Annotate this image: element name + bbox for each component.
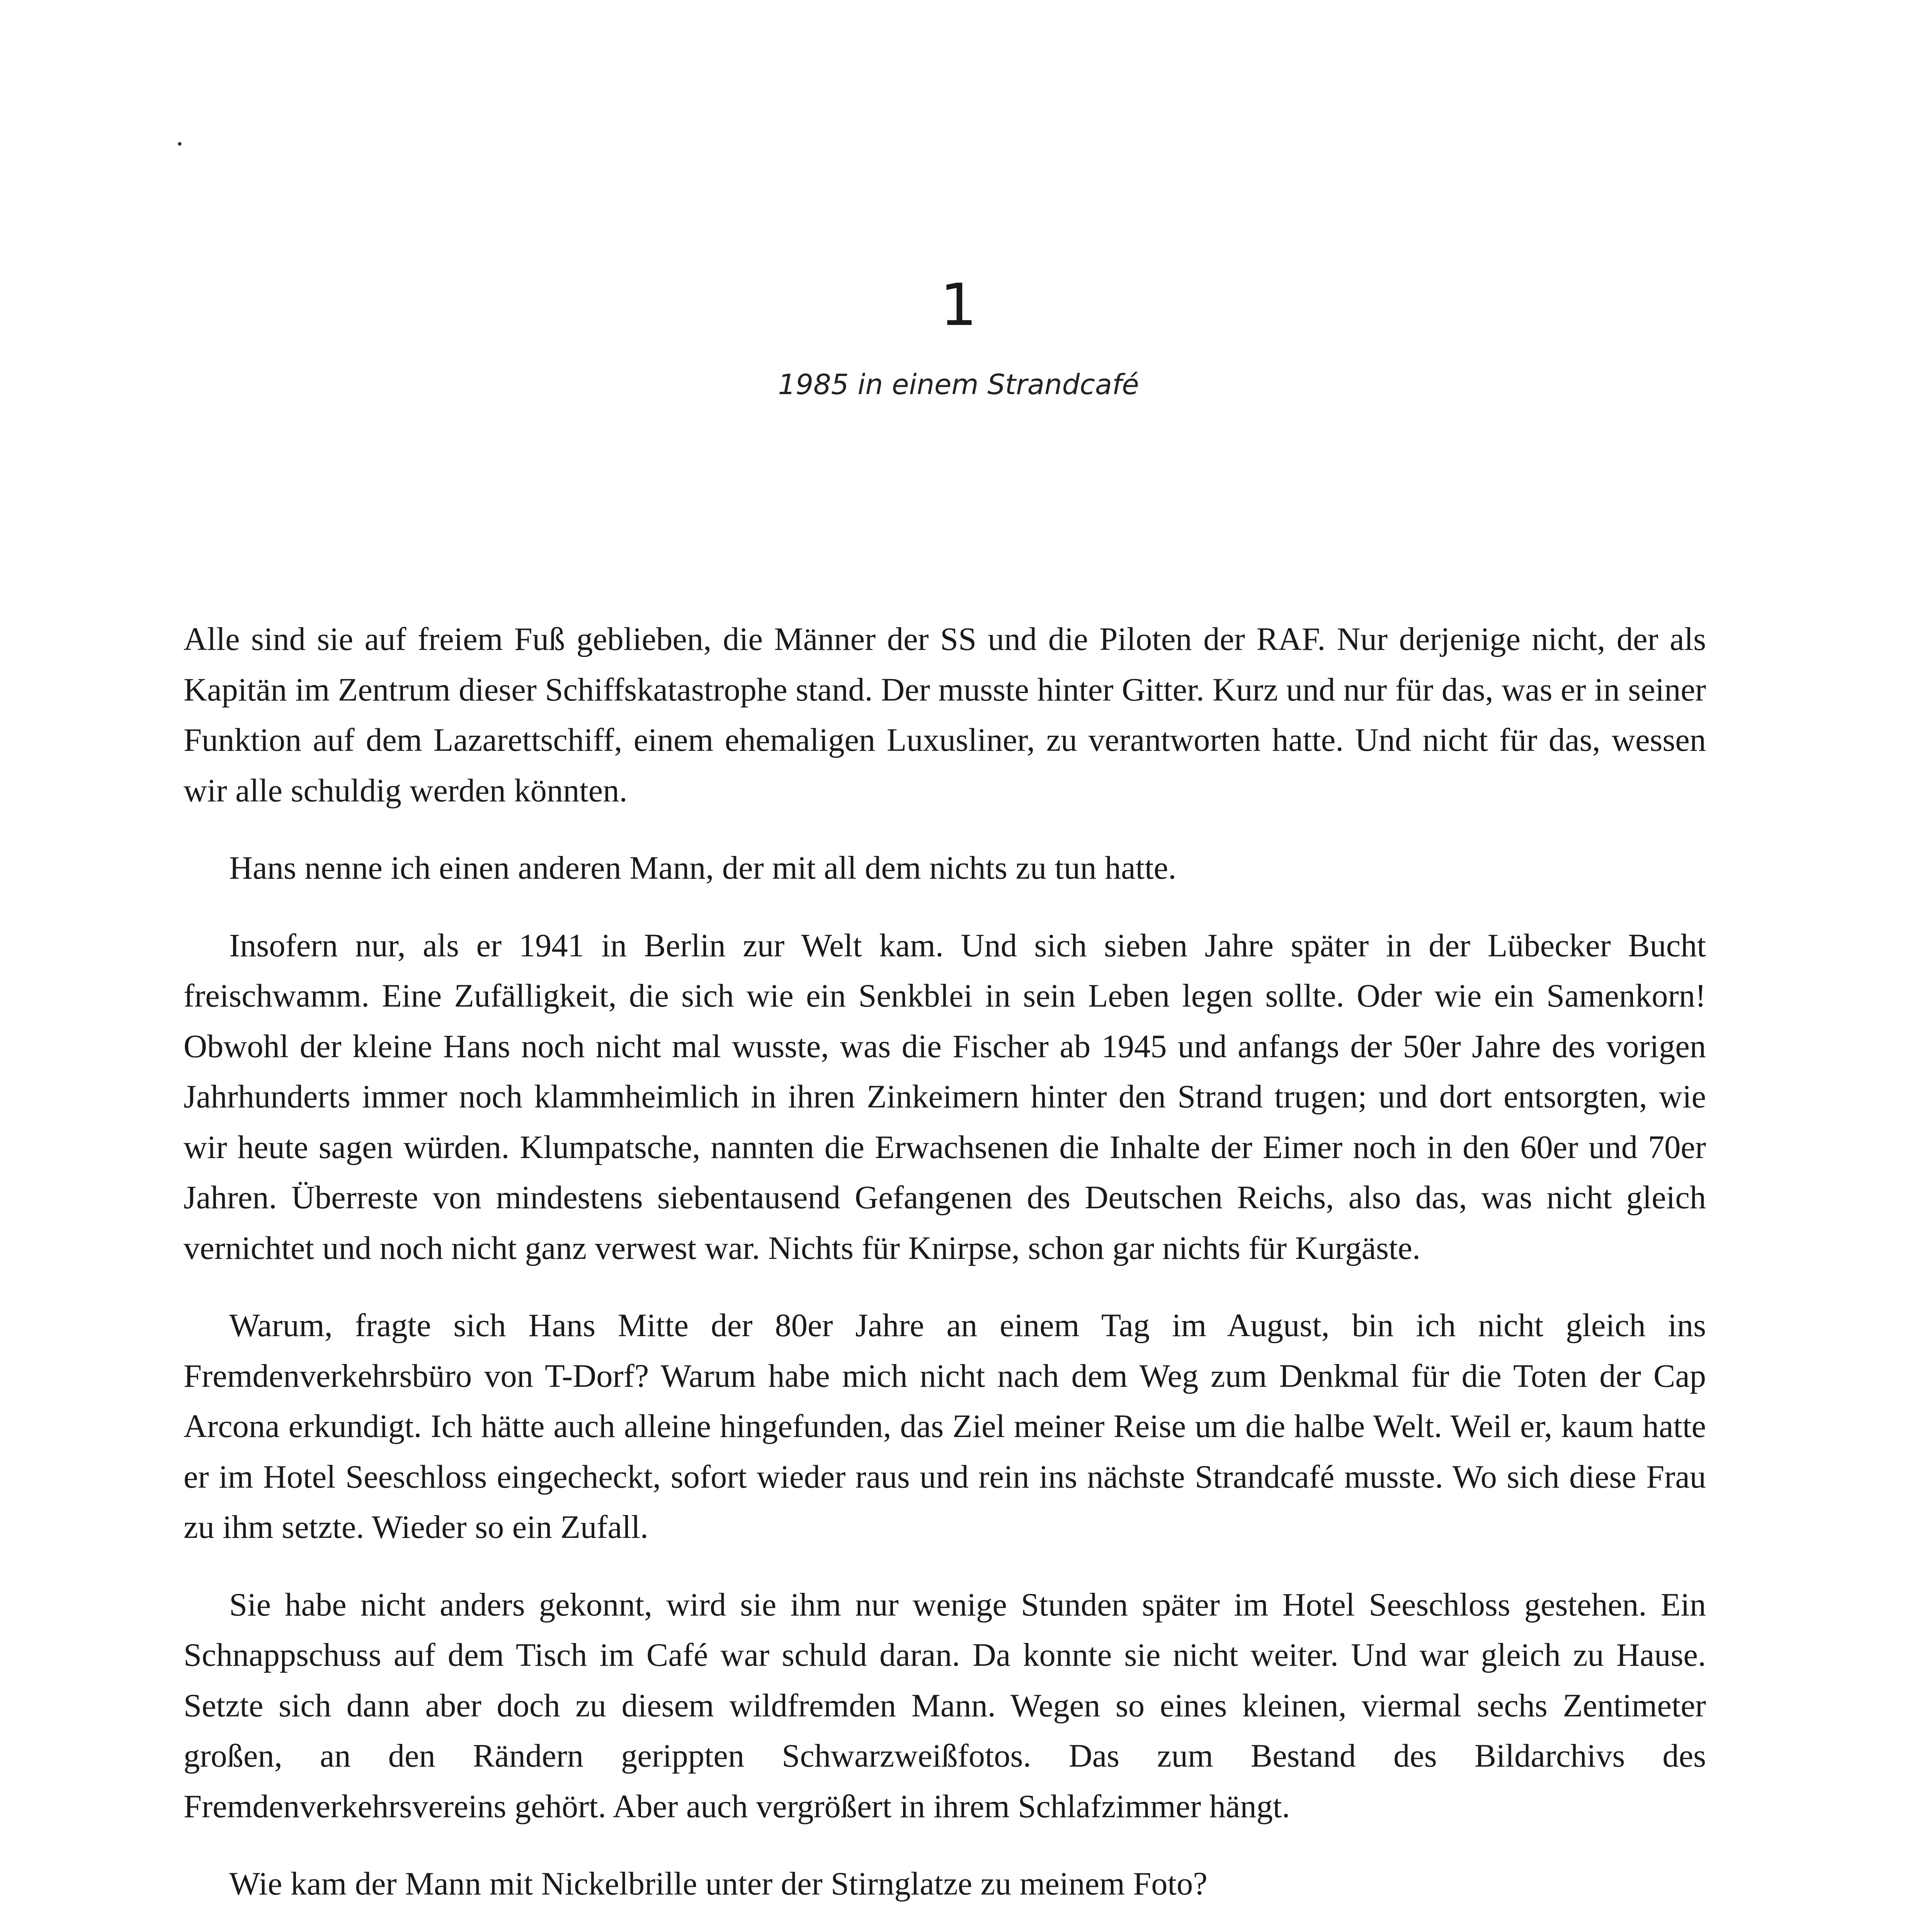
chapter-number: 1	[940, 272, 977, 339]
paragraph: Warum, fragte sich Hans Mitte der 80er Jahre an einem Tag im August, bin ich nicht gleich ins Fremdenverkehrsbüro von T-Dorf? Warum habe mich nicht nach dem Weg zum Denkmal für die Toten der Cap Arcona erkundigt. Ich hätte auch alleine hingefunden, das Ziel meiner Reise um die halbe Welt. Weil er, kaum hatte er im Hotel Seeschloss eingecheckt, sofort wieder raus und rein ins nächste Strandcafé musste. Wo sich diese Frau zu ihm setzte. Wieder so ein Zufall.	[184, 1308, 1706, 1545]
stray-dot-mark: .	[176, 118, 184, 152]
body-text	[184, 614, 1706, 1932]
paragraph: Insofern nur, als er 1941 in Berlin zur Welt kam. Und sich sieben Jahre später in der Lübecker Bucht freischwamm. Eine Zufälligkeit, die sich wie ein Senkblei in sein Leben legen sollte. Oder wie ein Samenkorn! Obwohl der kleine Hans noch nicht mal wusste, was die Fischer ab 1945 und anfangs der 50er Jahre des vorigen Jahrhunderts immer noch klammheimlich in ihren Zinkeimern hinter den Strand trugen; und dort entsorgten, wie wir heute sagen würden. Klumpatsche, nannten die Erwachsenen die Inhalte der Eimer noch in den 60er und 70er Jahren. Überreste von mindestens siebentausend Gefangenen des Deutschen Reichs, also das, was nicht gleich vernichtet und noch nicht ganz verwest war. Nichts für Knirpse, schon gar nichts für Kurgäste.	[184, 927, 1706, 1266]
chapter-subtitle: 1985 in einem Strandcafé	[778, 368, 1139, 401]
paragraph: Sie habe nicht anders gekonnt, wird sie ihm nur wenige Stunden später im Hotel Seeschloss gestehen. Ein Schnappschuss auf dem Tisch im Café war schuld daran. Da konnte sie nicht weiter. Und war gleich zu Hause. Setzte sich dann aber doch zu diesem wildfremden Mann. Wegen so eines kleinen, viermal sechs Zentimeter großen, an den Rändern gerippten Schwarzweißfotos. Das zum Bestand des Bildarchivs des Fremdenverkehrsvereins gehört. Aber auch vergrößert in ihrem Schlafzimmer hängt.	[184, 1587, 1706, 1825]
paragraph: Hans nenne ich einen anderen Mann, der mit all dem nichts zu tun hatte.	[229, 850, 1177, 886]
paragraph: Wie kam der Mann mit Nickelbrille unter der Stirnglatze zu meinem Foto?	[229, 1866, 1208, 1902]
paragraph: Alle sind sie auf freiem Fuß geblieben, die Männer der SS und die Piloten der RAF. Nur derjenige nicht, der als Kapitän im Zentrum dieser Schiffskatastrophe stand. Der musste hinter Gitter. Kurz und nur für das, was er in seiner Funktion auf dem Lazarettschiff, einem ehemaligen Luxusliner, zu verantworten hatte. Und nicht für das, wessen wir alle schuldig werden könnten.	[184, 621, 1706, 809]
